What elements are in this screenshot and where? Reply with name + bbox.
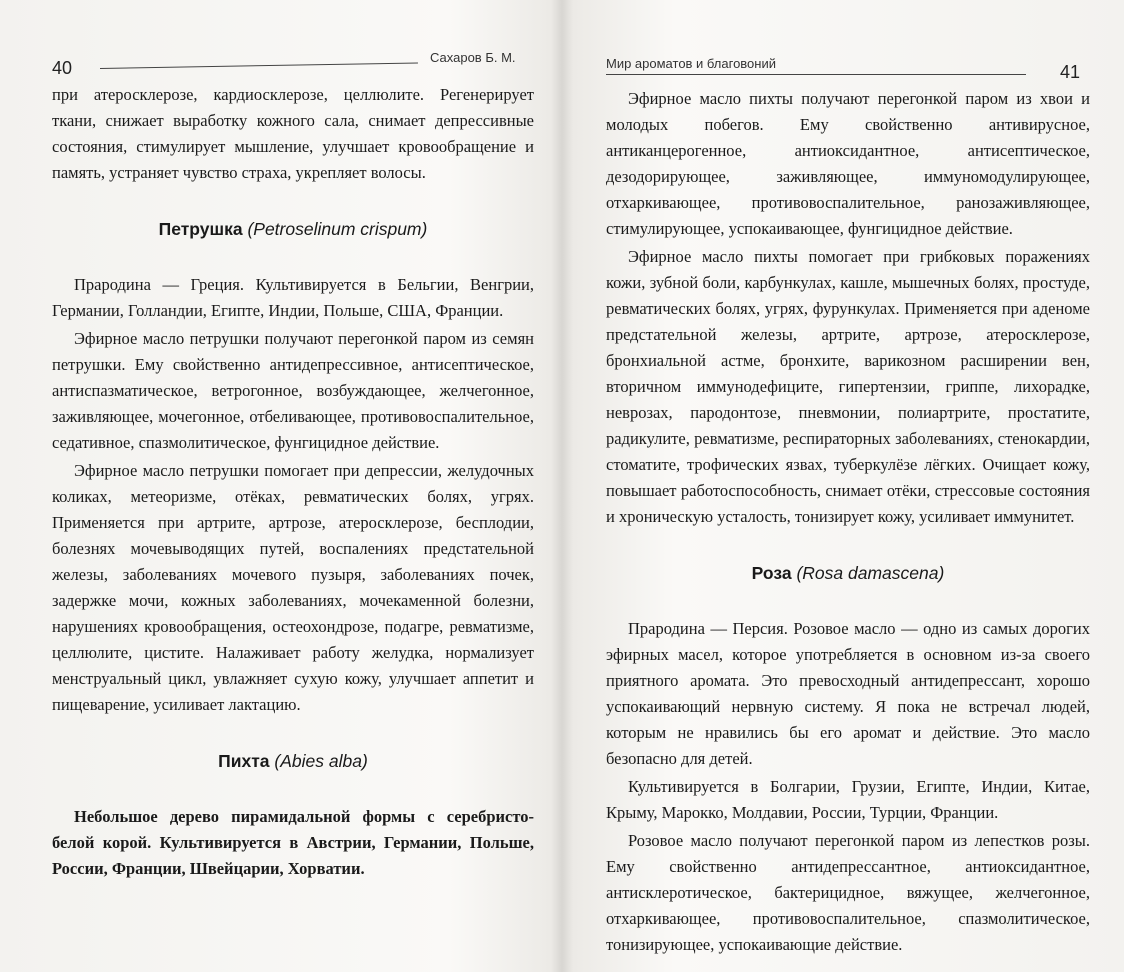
page-number: 41	[1060, 62, 1081, 82]
section-title-parsley	[52, 216, 534, 242]
paragraph: Эфирное масло пихты получают перегонкой паром из хвои и молодых побегов. Ему свойственно антивирусное, антиканцерогенное, антиоксидантное, антисептическое, дезодорирующее, заживляющее, иммуномодулирующее, отхаркивающее, противовоспалительное, ранозаживляющее, стимулирующее, успокаивающее, фунгицидное действие.	[606, 89, 1090, 238]
paragraph: Прародина — Персия. Розовое масло — одно из самых дорогих эфирных масел, которое употребляется в основном из-за своего приятного аромата. Это превосходный антидепрессант, хорошо успокаивающий нервную систему. Я пока не встречал людей, которым не нравились бы его аромат и действие. Это масло безопасно для детей.	[606, 619, 1090, 768]
paragraph: Небольшое дерево пирамидальной формы с серебристо-белой корой. Культивируется в Австрии, Германии, Польше, России, Франции, Швейцарии, Хорватии.	[52, 807, 534, 878]
section-latin-name: (Abies alba)	[274, 751, 368, 771]
header-rule	[606, 74, 1026, 75]
section-title-rose	[606, 560, 1090, 586]
running-head: Мир ароматов и благовоний	[606, 56, 776, 71]
section-latin-name: (Rosa damascena)	[796, 563, 945, 583]
paragraph: Эфирное масло пихты помогает при грибковых поражениях кожи, зубной боли, карбункулах, кашле, мышечных болях, простуде, ревматических болях, угрях, фурункулах. Применяется при аденоме предстательной железы, артрите, артрозе, атеросклерозе, бронхиальной астме, бронхите, варикозном расширении вен, вторичном иммунодефиците, гипертензии, гриппе, лихорадке, неврозах, пародонтозе, пневмонии, полиартрите, простатите, радикулите, ревматизме, респираторных заболеваниях, стенокардии, стоматите, трофических язвах, туберкулёзе лёгких. Очищает кожу, повышает работоспособность, снимает отёки, стрессовые состояния и хроническую усталость, тонизирует кожу, усиливает иммунитет.	[606, 247, 1090, 526]
paragraph: Эфирное масло петрушки помогает при депрессии, желудочных коликах, метеоризме, отёках, ревматических болях, угрях. Применяется при артрите, артрозе, атеросклерозе, бесплодии, болезнях мочевыводящих путей, воспалениях предстательной железы, заболеваниях мочевого пузыря, заболеваниях почек, задержке мочи, кожных заболеваниях, мочекаменной болезни, нарушениях кровообращения, остеохондрозе, подагре, ревматизме, целлюлите, цистите. Налаживает работу желудка, нормализует менструальный цикл, увлажняет сухую кожу, улучшает аппетит и пищеварение, усиливает лактацию.	[52, 461, 534, 714]
page-number: 40	[52, 58, 73, 78]
paragraph: Эфирное масло петрушки получают перегонкой паром из семян петрушки. Ему свойственно антидепрессивное, антисептическое, антиспазматическое, ветрогонное, возбуждающее, желчегонное, заживляющее, мочегонное, отбеливающее, противовоспалительное, седативное, спазмолитическое, фунгицидное действие.	[52, 329, 534, 452]
left-page-body	[52, 82, 534, 882]
paragraph: Прародина — Греция. Культивируется в Бельгии, Венгрии, Германии, Голландии, Египте, Индии, Польше, США, Франции.	[52, 275, 534, 320]
right-page	[562, 0, 1124, 972]
running-head: Сахаров Б. М.	[430, 50, 516, 65]
paragraph: Культивируется в Болгарии, Грузии, Египте, Индии, Китае, Крыму, Марокко, Молдавии, России, Турции, Франции.	[606, 777, 1090, 822]
section-latin-name: (Petroselinum crispum)	[247, 219, 428, 239]
section-title-text: Петрушка	[158, 219, 243, 239]
intro-paragraph: при атеросклерозе, кардиосклерозе, целлюлите. Регенерирует ткани, снижает выработку кожного сала, снимает депрессивные состояния, стимулирует мышление, улучшает кровообращение и память, устраняет чувство страха, укрепляет волосы.	[52, 85, 534, 182]
header-rule	[100, 62, 418, 69]
right-page-body	[606, 86, 1090, 958]
paragraph: Розовое масло получают перегонкой паром из лепестков розы. Ему свойственно антидепрессантное, антиоксидантное, антисклеротическое, бактерицидное, вяжущее, желчегонное, отхаркивающее, противовоспалительное, спазмолитическое, тонизирующее, успокаивающие действие.	[606, 831, 1090, 954]
section-title-text: Пихта	[218, 751, 270, 771]
section-title-fir	[52, 748, 534, 774]
section-title-text: Роза	[751, 563, 792, 583]
